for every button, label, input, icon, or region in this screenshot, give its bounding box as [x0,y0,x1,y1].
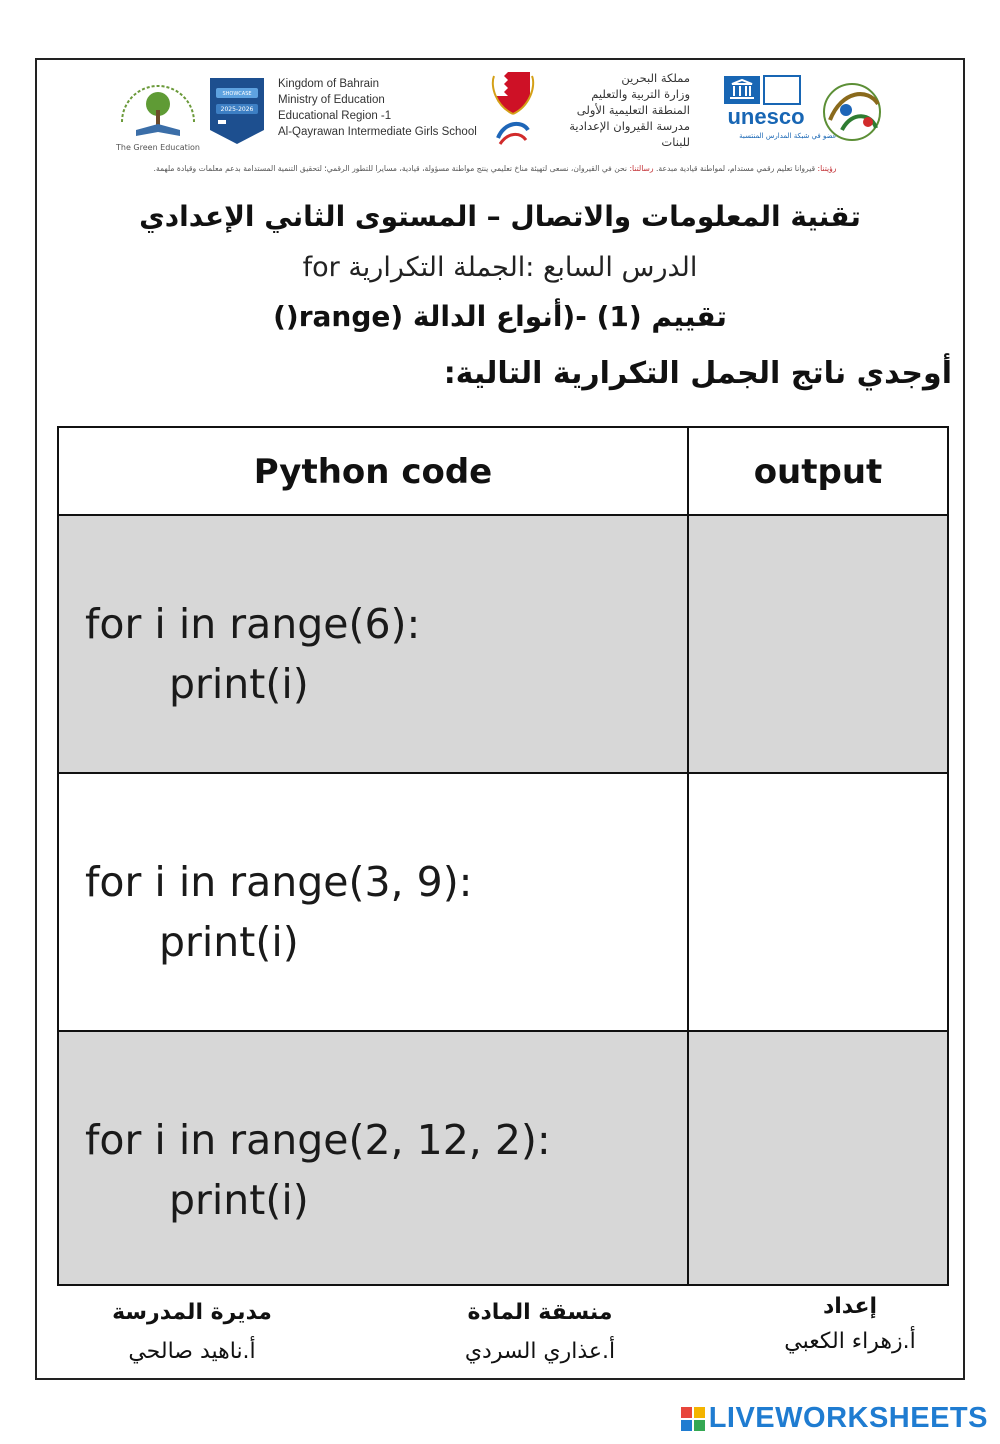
header-ar-line: مدرسة القيروان الإعدادية للبنات [569,119,690,149]
header-en-line: Ministry of Education [278,94,385,106]
principal-role: مديرة المدرسة [112,1300,272,1325]
green-education-logo [112,70,204,154]
coordinator-name: أ.عذاري السردي [464,1339,616,1364]
header-en-line: Al-Qayrawan Intermediate Girls School [278,126,477,138]
vision-text: قيروانا تعليم رقمي مستدام، لمواطنة قيادية مبدعة. [655,164,816,173]
liveworksheets-icon [681,1407,705,1431]
mission-text: نحن في القيروان، نسعى لتهيئة مناخ تعليمي ينتج مواطنة مسؤولة، قيادية، مسايرا للتطور الرقمي؛ لتحقيق التنمية المستدامة بدعم معلمات وقيادة ملهمة. [153,164,628,173]
table-row [59,514,947,772]
header-ar-line: مملكة البحرين [621,71,690,85]
ministry-logo [494,118,532,148]
header-en-line: Educational Region -1 [278,110,392,122]
signature-principal [92,1300,292,1364]
header-english [278,76,477,140]
unesco-text: unesco [727,104,805,129]
unesco-logo [718,72,837,152]
signature-coordinator [440,1300,640,1364]
bahrain-emblem-logo [490,66,536,116]
code-snippet [85,594,420,714]
principal-name: أ.ناهيد صالحي [128,1339,256,1364]
vision-mission-line [110,164,880,173]
code-line-indented: print(i) [169,1176,309,1224]
assessment-title: تقييم (1) -(أنواع الدالة (range() [273,300,727,333]
unesco-sub-text: عضو في شبكة المدارس المنتسبة [739,132,837,140]
lesson-title: الدرس السابع :الجملة التكرارية for [302,252,698,283]
prepared-name: أ.زهراء الكعبي [784,1329,916,1354]
svg-text:SHOWCASE: SHOWCASE [222,91,252,97]
header-python-code: Python code [59,428,689,516]
mission-label: رسالتنا: [629,164,654,173]
code-line: for i in range(6): [85,600,421,648]
subject-title: تقنية المعلومات والاتصال – المستوى الثاني الإعدادي [139,200,861,233]
header-ar-line: المنطقة التعليمية الأولى [576,103,690,117]
showcase-schools-logo [206,74,268,148]
header-arabic [540,70,690,150]
instruction-text: أوجدي ناتج الجمل التكرارية التالية: [443,356,952,391]
code-line: for i in range(2, 12, 2): [85,1116,551,1164]
table-row [59,1030,947,1284]
table-header-row [59,428,947,516]
output-answer-cell[interactable] [689,516,947,772]
code-cell [59,1032,689,1284]
code-snippet [85,1110,551,1230]
green-education-text: The Green Education [115,143,201,152]
header-output: output [753,452,883,492]
output-answer-cell[interactable] [689,1032,947,1284]
exercise-table [57,426,949,1286]
svg-text:2025-2026: 2025-2026 [220,106,254,113]
code-line-indented: print(i) [159,918,299,966]
vision-label: رؤيتنا: [817,164,837,173]
table-row [59,772,947,1030]
liveworksheets-brand[interactable] [681,1402,988,1435]
code-line: for i in range(3, 9): [85,858,473,906]
code-cell [59,774,689,1030]
prepared-role: إعداد [822,1294,878,1319]
output-answer-cell[interactable] [689,774,947,1030]
signature-prepared [770,1294,930,1354]
coordinator-role: منسقة المادة [467,1300,613,1325]
liveworksheets-text: LIVEWORKSHEETS [708,1402,988,1434]
school-calligraphy-logo [812,70,896,154]
code-cell [59,516,689,772]
code-snippet [85,852,473,972]
header-en-line: Kingdom of Bahrain [278,78,380,90]
code-line-indented: print(i) [169,660,309,708]
header-ar-line: وزارة التربية والتعليم [591,87,690,101]
